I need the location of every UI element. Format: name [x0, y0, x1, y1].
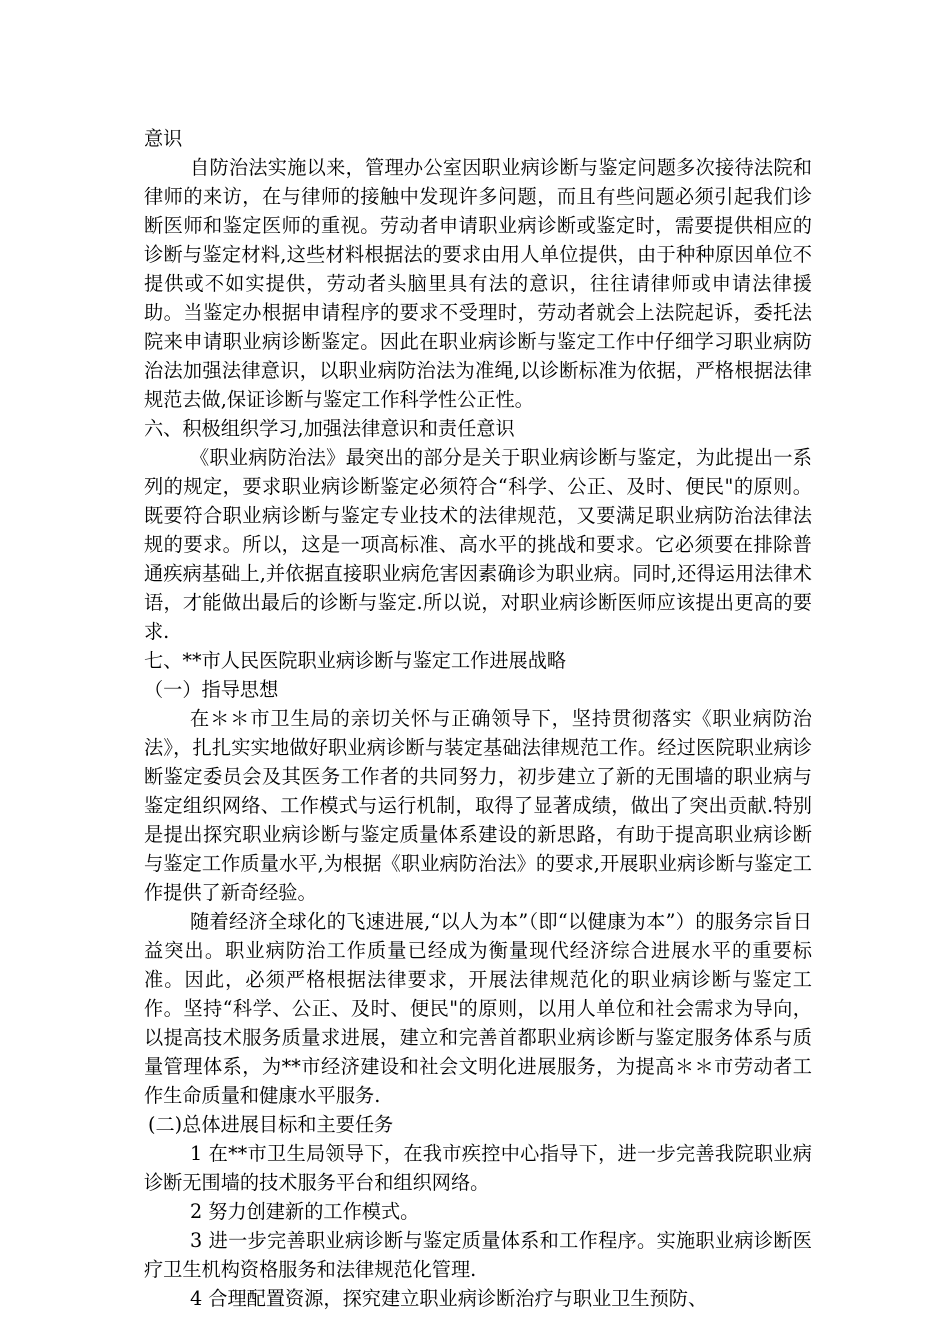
list-item: 4 合理配置资源，探究建立职业病诊断治疗与职业卫生预防、 — [190, 1287, 708, 1310]
list-item: 1 在**市卫生局领导下，在我市疾控中心指导下，进一步完善我院职业病诊断无围墙的技术服务平台和组织网络。 — [144, 1142, 812, 1194]
subsection-heading: （一）指导思想 — [144, 678, 279, 701]
paragraph-body: 随着经济全球化的飞速进展,“以人为本”（即“以健康为本”）的服务宗旨日益突出。职业病防治工作质量已经成为衡量现代经济综合进展水平的重要标准。因此，必须严格根据法律要求，开展法律规范化的职业病诊断与鉴定工作。坚持“科学、公正、及时、便民"的原则，以用人单位和社会需求为导向，以提高技术服务质量求进展，建立和完善首都职业病诊断与鉴定服务体系与质量管理体系，为**市经济建设和社会文明化进展服务，为提高＊＊市劳动者工作生命质量和健康水平服务. — [144, 910, 812, 1107]
list-item: 2 努力创建新的工作模式。 — [190, 1200, 420, 1223]
section-heading: 七、**市人民医院职业病诊断与鉴定工作进展战略 — [144, 649, 567, 672]
section-heading: 六、积极组织学习,加强法律意识和责任意识 — [144, 417, 515, 440]
document-page — [144, 124, 812, 1313]
list-item: 3 进一步完善职业病诊断与鉴定质量体系和工作程序。实施职业病诊断医疗卫生机构资格服务和法律规范化管理. — [144, 1229, 812, 1281]
subsection-heading: (二)总体进展目标和主要任务 — [148, 1113, 394, 1136]
paragraph-continuation: 意识 — [144, 127, 183, 150]
paragraph-body: 《职业病防治法》最突出的部分是关于职业病诊断与鉴定，为此提出一系列的规定，要求职业病诊断鉴定必须符合“科学、公正、及时、便民"的原则。既要符合职业病诊断与鉴定专业技术的法律规范，又要满足职业病防治法律法规的要求。所以，这是一项高标准、高水平的挑战和要求。它必须要在排除普通疾病基础上,并依据直接职业病危害因素确诊为职业病。同时,还得运用法律术语，才能做出最后的诊断与鉴定.所以说，对职业病诊断医师应该提出更高的要求. — [144, 446, 812, 643]
paragraph-body: 自防治法实施以来，管理办公室因职业病诊断与鉴定问题多次接待法院和律师的来访，在与律师的接触中发现许多问题，而且有些问题必须引起我们诊断医师和鉴定医师的重视。劳动者申请职业病诊断或鉴定时，需要提供相应的诊断与鉴定材料,这些材料根据法的要求由用人单位提供，由于种种原因单位不提供或不如实提供，劳动者头脑里具有法的意识，往往请律师或申请法律援助。当鉴定办根据申请程序的要求不受理时，劳动者就会上法院起诉，委托法院来申请职业病诊断鉴定。因此在职业病诊断与鉴定工作中仔细学习职业病防治法加强法律意识，以职业病防治法为准绳,以诊断标准为依据，严格根据法律规范去做,保证诊断与鉴定工作科学性公正性。 — [144, 156, 812, 411]
paragraph-body: 在＊＊市卫生局的亲切关怀与正确领导下，坚持贯彻落实《职业病防治法》，扎扎实实地做好职业病诊断与装定基础法律规范工作。经过医院职业病诊断鉴定委员会及其医务工作者的共同努力，初步建立了新的无围墙的职业病与鉴定组织网络、工作模式与运行机制，取得了显著成绩，做出了突出贡献.特别是提出探究职业病诊断与鉴定质量体系建设的新思路，有助于提高职业病诊断与鉴定工作质量水平,为根据《职业病防治法》的要求,开展职业病诊断与鉴定工作提供了新奇经验。 — [144, 707, 812, 904]
